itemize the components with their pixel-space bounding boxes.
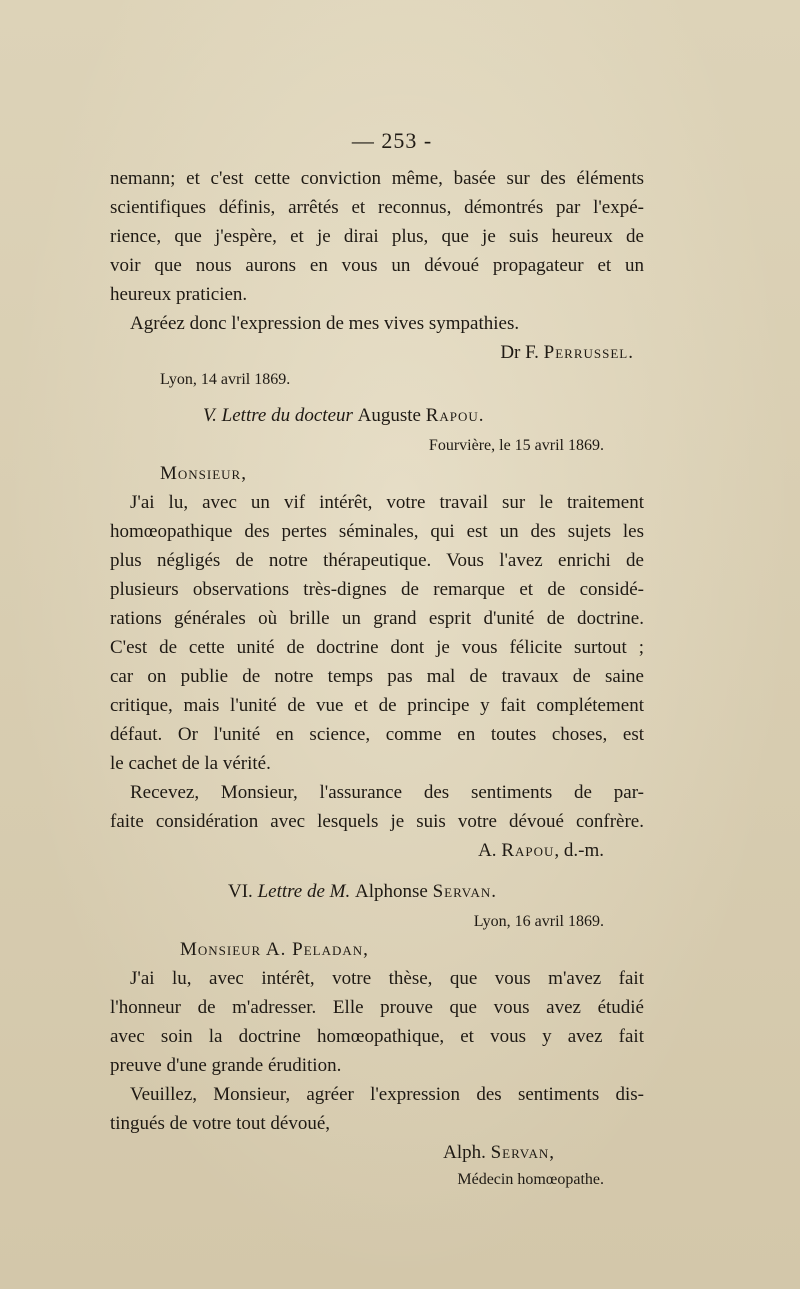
paragraph-line: heureux praticien. bbox=[110, 284, 248, 305]
paragraph-line: scientifiques définis, arrêtés et reconnus, démontrés par l'expé- bbox=[110, 197, 644, 218]
paragraph-line: voir que nous aurons en vous un dévoué propagateur et un bbox=[110, 255, 644, 276]
date-fourviere: Fourvière, le 15 avril 1869. bbox=[428, 437, 604, 454]
paragraph-line: J'ai lu, avec intérêt, votre thèse, que vous m'avez fait bbox=[130, 968, 644, 989]
paragraph-line: nemann; et c'est cette conviction même, basée sur des éléments bbox=[110, 168, 644, 189]
heading-name-last: Rapou bbox=[425, 405, 479, 426]
page-number: — 253 - bbox=[351, 128, 433, 153]
paragraph-line: C'est de cette unité de doctrine dont je vous félicite surtout ; bbox=[110, 637, 644, 658]
paragraph-line: le cachet de la vérité. bbox=[110, 753, 271, 774]
salutation: Monsieur A. Peladan, bbox=[180, 939, 369, 960]
letter-heading-vi bbox=[110, 875, 644, 909]
paragraph-line: plus négligés de notre thérapeutique. Vous l'avez enrichi de bbox=[110, 550, 644, 571]
closing-line: Agréez donc l'expression de mes vives sympathies. bbox=[130, 313, 520, 334]
signature-name: Servan bbox=[490, 1142, 550, 1163]
signature-prefix: Alph. bbox=[443, 1142, 491, 1163]
paragraph-line: car on publie de notre temps pas mal de travaux de saine bbox=[110, 666, 644, 687]
heading-name-first: Auguste bbox=[357, 405, 426, 426]
paragraph-line: critique, mais l'unité de vue et de principe y fait complétement bbox=[110, 695, 644, 716]
signature-suffix: , d.-m. bbox=[554, 840, 604, 861]
letter-heading-v bbox=[110, 399, 644, 433]
signature-rapou bbox=[110, 836, 644, 865]
heading-number: VI. bbox=[228, 881, 258, 902]
paragraph-line: avec soin la doctrine homœopathique, et vous y avez fait bbox=[110, 1026, 644, 1047]
text-block bbox=[110, 128, 644, 1193]
signature-servan bbox=[110, 1138, 644, 1167]
date-lyon-14: Lyon, 14 avril 1869. bbox=[160, 371, 291, 388]
paragraph-line: J'ai lu, avec un vif intérêt, votre travail sur le traitement bbox=[130, 492, 644, 513]
closing-line: Recevez, Monsieur, l'assurance des sentiments de par- bbox=[130, 782, 644, 803]
heading-name-first: Alphonse bbox=[355, 881, 433, 902]
paragraph-line: rations générales où brille un grand esprit d'unité de doctrine. bbox=[110, 608, 644, 629]
heading-name-last: Servan bbox=[432, 881, 492, 902]
heading-dot: . bbox=[478, 405, 484, 426]
salutation: Monsieur, bbox=[160, 463, 247, 484]
signature-perrussel bbox=[110, 338, 644, 367]
closing-line: Veuillez, Monsieur, agréer l'expression des sentiments dis- bbox=[130, 1084, 644, 1105]
signature-prefix: Dr F. bbox=[500, 342, 544, 363]
paragraph-line: homœopathique des pertes séminales, qui est un des sujets les bbox=[110, 521, 644, 542]
heading-text: Lettre du docteur bbox=[221, 405, 358, 426]
signature-name: Rapou bbox=[501, 840, 555, 861]
signature-name: Perrussel. bbox=[543, 342, 634, 363]
paragraph-line: rience, que j'espère, et je dirai plus, que je suis heureux de bbox=[110, 226, 644, 247]
paragraph-line: plusieurs observations très-dignes de remarque et de considé- bbox=[110, 579, 644, 600]
closing-line: tingués de votre tout dévoué, bbox=[110, 1113, 331, 1134]
paragraph-line: défaut. Or l'unité en science, comme en toutes choses, est bbox=[110, 724, 644, 745]
date-lyon-16: Lyon, 16 avril 1869. bbox=[473, 913, 604, 930]
paragraph-line: preuve d'une grande érudition. bbox=[110, 1055, 342, 1076]
signature-title: Médecin homœopathe. bbox=[457, 1171, 604, 1188]
heading-dot: . bbox=[491, 881, 496, 902]
paragraph-line: l'honneur de m'adresser. Elle prouve que vous avez étudié bbox=[110, 997, 644, 1018]
heading-text: Lettre de M. bbox=[257, 881, 356, 902]
heading-number: V. bbox=[203, 405, 222, 426]
closing-line: faite considération avec lesquels je suis votre dévoué confrère. bbox=[110, 811, 644, 832]
signature-suffix: , bbox=[549, 1142, 554, 1163]
signature-prefix: A. bbox=[478, 840, 502, 861]
